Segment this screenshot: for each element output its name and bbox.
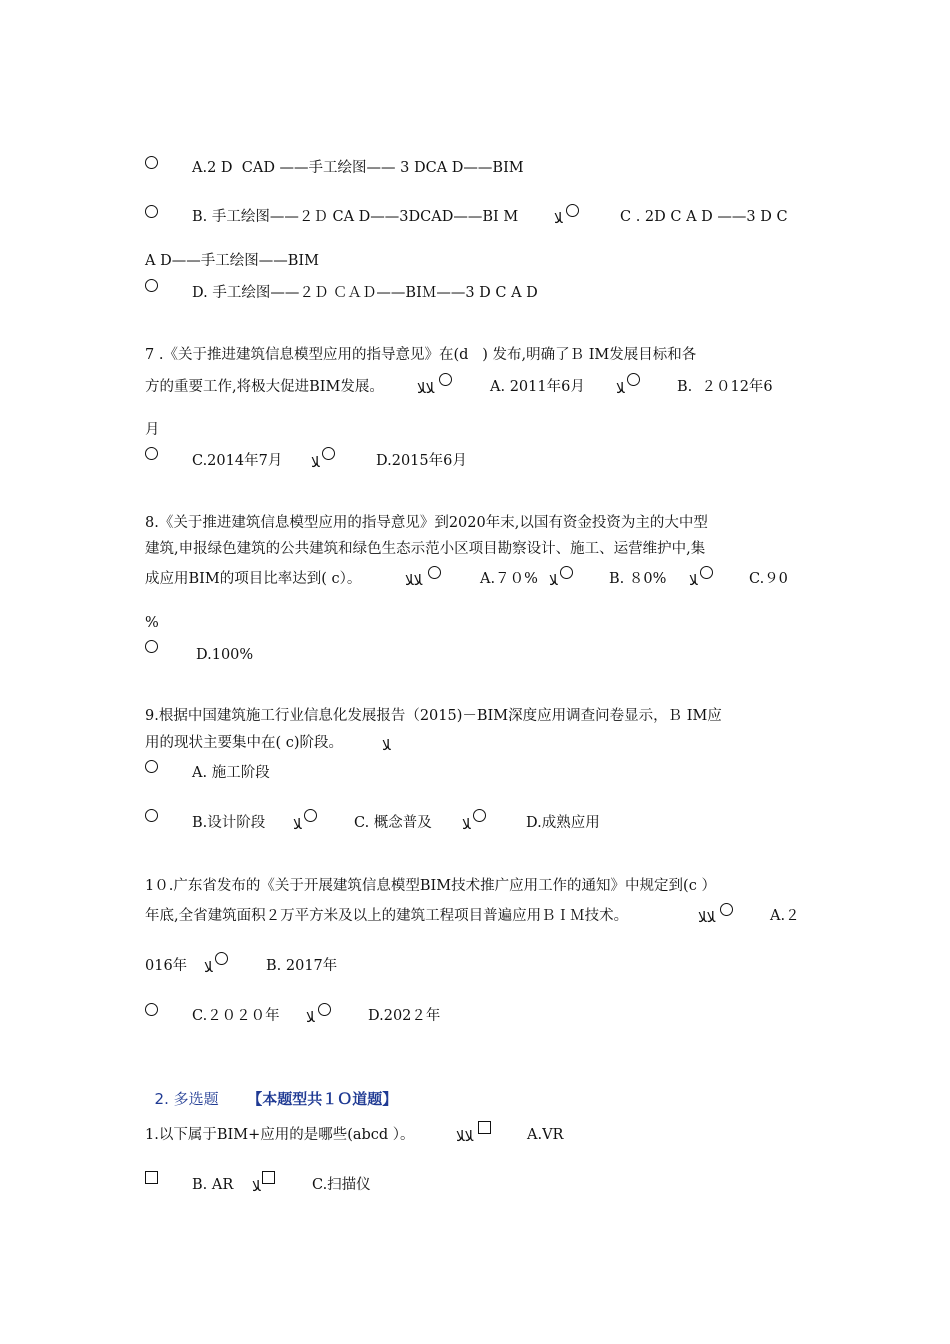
q9-option-b-label: B.设计阶段 [192,815,266,831]
q10-option-b-radio[interactable] [215,952,228,965]
mq1-option-a-checkbox[interactable] [478,1121,491,1134]
q8-option-b-label: B. ８0% [609,571,667,587]
q10-option-c-radio[interactable] [145,1003,158,1016]
question-8-line3: 成应用BIM的项目比率达到( c）。 [145,571,362,587]
q7-option-b-radio[interactable] [627,373,640,386]
separator-glyph: ﻼ [293,817,302,833]
separator-glyph: ﻼﻼ [456,1129,474,1145]
q8-option-c-label-cont: % [145,615,159,631]
separator-glyph: ﻼ [616,381,625,397]
option-c-label: C . 2D C A D ——3 D C [620,209,788,225]
q10-option-b-label: B. 2017年 [266,958,338,974]
mq1-option-b-checkbox[interactable] [145,1171,158,1184]
separator-glyph: ﻼ [549,573,558,589]
option-c-radio[interactable] [566,204,579,217]
separator-glyph: ﻼﻼ [405,573,423,589]
q10-option-a-radio[interactable] [720,903,733,916]
mq1-option-c-checkbox[interactable] [262,1171,275,1184]
separator-glyph: ﻼ [382,738,391,754]
separator-glyph: ﻼﻼ [417,381,435,397]
q9-option-c-label: C. 概念普及 [354,815,432,831]
q8-option-a-radio[interactable] [428,566,441,579]
q7-option-b-label: B. ２０12年6 [677,379,773,395]
option-d-radio[interactable] [145,279,158,292]
q8-option-d-label: D.100% [196,647,254,663]
q8-option-d-radio[interactable] [145,640,158,653]
q10-option-c-label: C.２０２０年 [192,1008,280,1024]
question-9-line1: 9.根据中国建筑施工行业信息化发展报告（2015)－BIM深度应用调查问卷显示，Ｂ IM应 [145,708,722,724]
mq1-option-b-label: B. AR [192,1177,234,1193]
question-7-line1: 7 .《关于推进建筑信息模型应用的指导意见》在(d ) 发布,明确了Ｂ IM发展目标和各 [145,347,697,363]
q9-option-d-label: D.成熟应用 [526,815,600,831]
section-number-title: 2. 多选题 [154,1090,219,1108]
separator-glyph: ﻼ [204,960,213,976]
q9-option-c-radio[interactable] [304,809,317,822]
question-7-line2: 方的重要工作,将极大促进BIM发展。 [145,379,384,395]
q8-option-b-radio[interactable] [560,566,573,579]
option-a-label: A.2 D CAD ——手工绘图—— 3 DCA D——BIM [192,160,524,176]
question-9-line2: 用的现状主要集中在( c)阶段。 [145,735,344,751]
separator-glyph: ﻼ [554,211,563,227]
question-10-line1: 1０.广东省发布的《关于开展建筑信息模型BIM技术推广应用工作的通知》中规定到(c ） [145,878,716,894]
mq1-option-c-label: C.扫描仪 [312,1177,371,1193]
q9-option-b-radio[interactable] [145,809,158,822]
q10-option-a-label-cont: 016年 [145,958,188,974]
q9-option-a-radio[interactable] [145,760,158,773]
mq1-line1: 1.以下属于BIM+应用的是哪些(abcd ）。 [145,1127,415,1143]
q10-option-d-radio[interactable] [318,1003,331,1016]
option-a-radio[interactable] [145,156,158,169]
question-8-line1: 8.《关于推进建筑信息模型应用的指导意见》到2020年末,以国有资金投资为主的大中型 [145,515,708,531]
q7-option-c-label: C.2014年7月 [192,453,283,469]
mq1-option-a-label: A.VR [527,1127,564,1143]
separator-glyph: ﻼ [306,1010,315,1026]
q7-option-d-radio[interactable] [322,447,335,460]
q7-option-d-label: D.2015年6月 [376,453,467,469]
q7-option-a-radio[interactable] [439,373,452,386]
option-c-label-cont: A D——手工绘图——BIM [145,253,319,269]
q8-option-c-radio[interactable] [700,566,713,579]
separator-glyph: ﻼ [252,1179,261,1195]
q7-option-a-label: A. 2011年6月 [490,379,585,395]
option-d-label: D. 手工绘图——２Ｄ ＣＡＤ——BIＭ——3 D C A D [192,285,538,301]
question-8-line2: 建筑,申报绿色建筑的公共建筑和绿色生态示范小区项目勘察设计、施工、运营维护中,集 [145,541,706,557]
q10-option-d-label: D.202２年 [368,1008,441,1024]
question-10-line2: 年底,全省建筑面积２万平方米及以上的建筑工程项目普遍应用ＢＩＭ技术。 [145,908,629,924]
q9-option-a-label: A. 施工阶段 [192,765,270,781]
separator-glyph: ﻼ [689,573,698,589]
separator-glyph: ﻼ [311,455,320,471]
q8-option-a-label: A.７０% [480,571,538,587]
q10-option-a-label: A.２ [770,908,800,924]
section-heading [145,1069,397,1109]
separator-glyph: ﻼﻼ [698,910,716,926]
q8-option-c-label: C.９0 [749,571,788,587]
option-b-label: B. 手工绘图——２Ｄ CA D——3DCAD——BI M [192,209,532,225]
q7-option-c-radio[interactable] [145,447,158,460]
option-b-radio[interactable] [145,205,158,218]
section-subtitle: 【本题型共１Ｏ道题】 [247,1090,398,1108]
separator-glyph: ﻼ [462,817,471,833]
q9-option-d-radio[interactable] [473,809,486,822]
q7-option-b-label-cont: 月 [145,422,160,438]
